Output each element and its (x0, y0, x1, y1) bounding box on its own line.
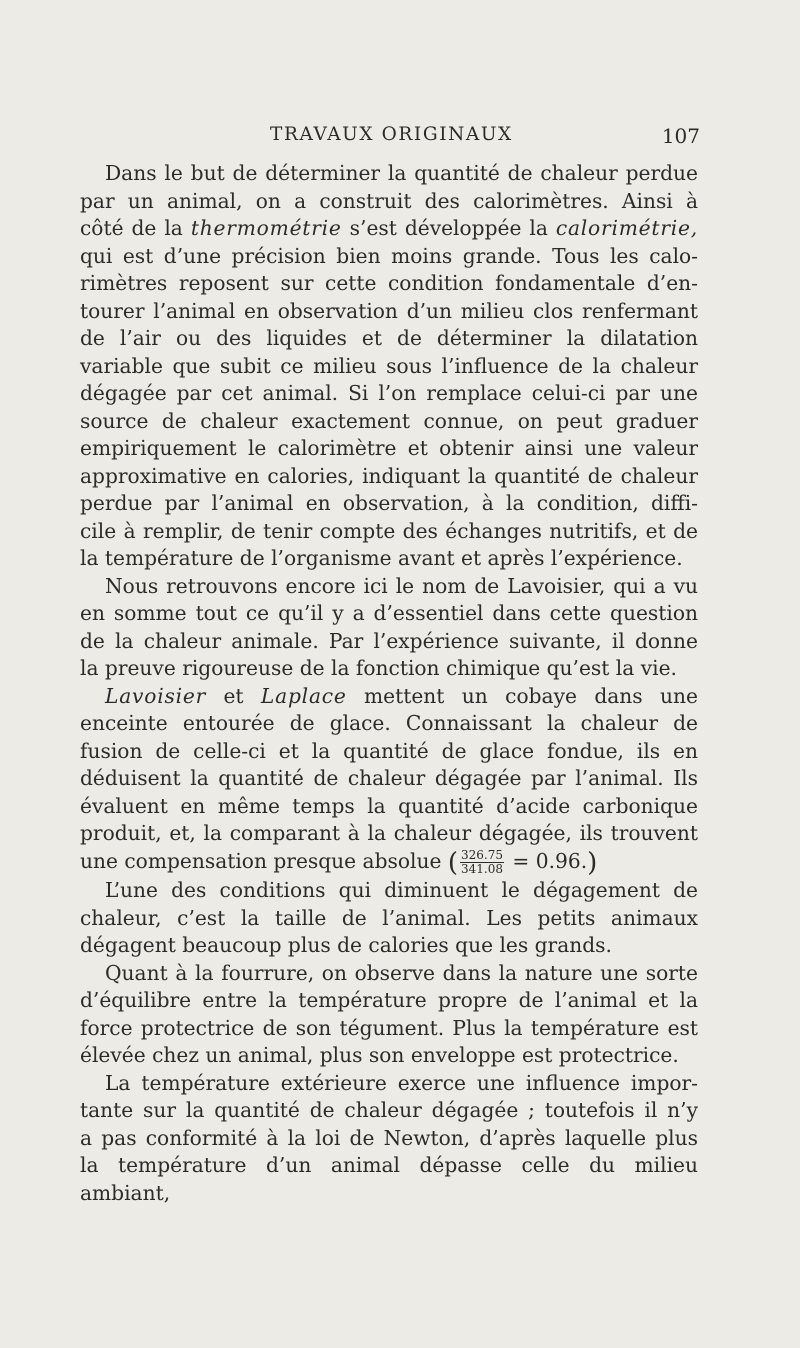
text-line: Quant à la fourrure, on observe dans la nature une sorte (105, 960, 698, 985)
text-line: côté de la thermométrie s’est développée la calorimétrie, (80, 216, 698, 240)
text-line: par un animal, on a construit des calorimètres. Ainsi à (80, 188, 698, 213)
text-line: cile à remplir, de tenir compte des échanges nutritifs, et de (80, 518, 698, 543)
text-line: variable que subit ce milieu sous l’influence de la chaleur (80, 353, 698, 378)
text-line: la preuve rigoureuse de la fonction chimique qu’est la vie. (80, 656, 677, 680)
emphasis: thermométrie (190, 216, 342, 240)
text-line: source de chaleur exactement connue, on peut graduer (80, 408, 698, 433)
text-line: rimètres reposent sur cette condition fondamentale d’en- (80, 271, 698, 295)
text-line: évaluent en même temps la quantité d’acide carbonique (80, 793, 698, 818)
text-line: d’équilibre entre la température propre de l’animal et la (80, 988, 698, 1012)
text-line: la température d’un animal dépasse celle du milieu ambiant, (80, 1153, 698, 1205)
emphasis: Laplace (260, 683, 347, 708)
text-line: dégagée par cet animal. Si l’on remplace celui-ci par une (80, 381, 698, 405)
paragraph (80, 683, 698, 878)
emphasis: calorimétrie, (555, 216, 698, 240)
text-line: Nous retrouvons encore ici le nom de Lavoisier, qui a vu (105, 573, 698, 598)
formula-result: = 0.96. (506, 848, 588, 873)
paragraph (80, 1070, 698, 1208)
text-line: qui est d’une précision bien moins grande. Tous les calo- (80, 243, 698, 268)
open-paren: ( (447, 847, 458, 878)
text-line: tante sur la quantité de chaleur dégagée ; toutefois il n’y (80, 1098, 698, 1122)
text-line: a pas conformité à la loi de Newton, d’après laquelle plus (80, 1125, 698, 1150)
text-line: tourer l’animal en observation d’un milieu clos renfermant (80, 298, 698, 323)
formula-prefix: une compensation presque absolue (80, 848, 448, 873)
formula-line (80, 848, 698, 878)
text-line: produit, et, la comparant à la chaleur dégagée, ils trouvent (80, 821, 698, 845)
body-text (80, 160, 698, 1207)
text-line: Dans le but de déterminer la quantité de chaleur perdue (105, 161, 698, 185)
text-line: élevée chez un animal, plus son enveloppe est protectrice. (80, 1043, 679, 1067)
text-line: de l’air ou des liquides et de déterminer la dilatation (80, 326, 698, 350)
text-line: déduisent la quantité de chaleur dégagée par l’animal. Ils (80, 766, 698, 790)
fraction-numerator: 326.75 (461, 847, 503, 862)
paragraph (80, 877, 698, 960)
fraction (460, 849, 504, 876)
close-paren: ) (587, 847, 598, 878)
text-line: en somme tout ce qu’il y a d’essentiel dans cette question (80, 601, 698, 625)
text-line: approximative en calories, indiquant la quantité de chaleur (80, 463, 698, 488)
text-line: empiriquement le calorimètre et obtenir ainsi une valeur (80, 436, 698, 460)
emphasis: Lavoisier (105, 683, 207, 708)
text-line: enceinte entourée de glace. Connaissant la chaleur de (80, 711, 698, 735)
text-line: perdue par l’animal en observation, à la condition, diffi- (80, 491, 698, 515)
text-line: La température extérieure exerce une influence impor- (105, 1070, 698, 1095)
text-line: dégagent beaucoup plus de calories que les grands. (80, 933, 612, 957)
text-line: force protectrice de son tégument. Plus la température est (80, 1015, 698, 1040)
paragraph (80, 573, 698, 683)
text-line: Lavoisier et Laplace mettent un cobaye dans une (105, 683, 698, 708)
running-head (80, 124, 700, 154)
text-line: la température de l’organisme avant et après l’expérience. (80, 546, 683, 570)
text-line: de la chaleur animale. Par l’expérience suivante, il donne (80, 628, 698, 653)
paragraph (80, 960, 698, 1070)
text-line: L’une des conditions qui diminuent le dégagement de (105, 878, 698, 902)
text-line: chaleur, c’est la taille de l’animal. Les petits animaux (80, 905, 698, 930)
page-number: 107 (661, 124, 700, 148)
running-title: TRAVAUX ORIGINAUX (270, 124, 513, 145)
fraction-denominator: 341.08 (461, 861, 503, 876)
paragraph (80, 160, 698, 573)
text-line: fusion de celle-ci et la quantité de glace fondue, ils en (80, 738, 698, 763)
